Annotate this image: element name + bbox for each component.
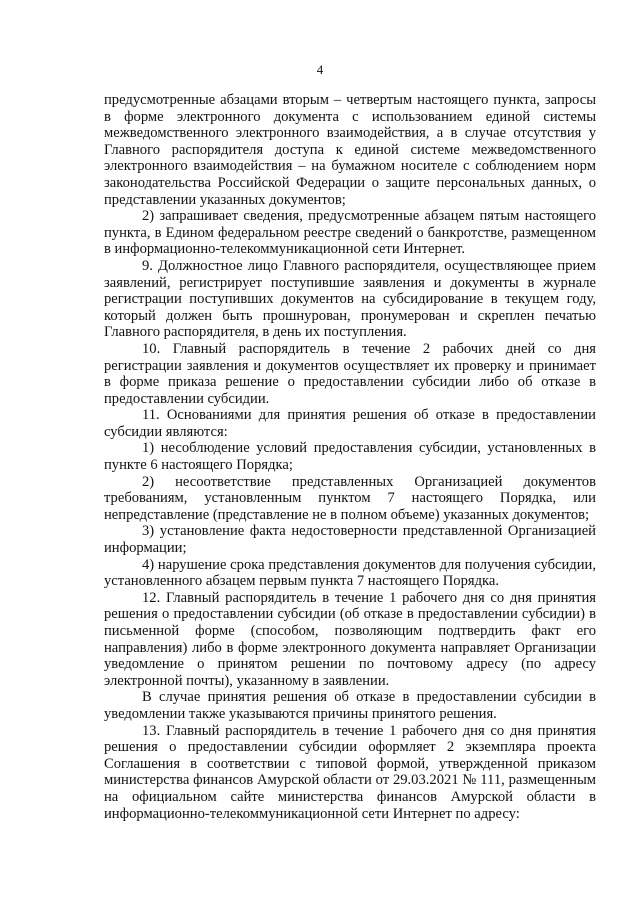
paragraph-clause-11: 11. Основаниями для принятия решения об отказе в предоставлении субсидии являются:	[104, 407, 596, 440]
paragraph-item-1: 1) несоблюдение условий предоставления субсидии, установленных в пункте 6 настоящего Порядка;	[104, 440, 596, 474]
paragraph-clause-13: 13. Главный распорядитель в течение 1 рабочего дня со дня принятия решения о предоставлении субсидии оформляет 2 экземпляра проекта Соглашения в соответствии с типовой формой, утвержденной приказом министерства финансов Амурской области от 29.03.2021 № 111, размещенным на официальном сайте министерства финансов Амурской области в информационно-телекоммуникационной сети Интернет по адресу:	[104, 722, 596, 822]
paragraph-item-4: 4) нарушение срока представления документов для получения субсидии, установленного абзацем первым пункта 7 настоящего Порядка.	[104, 556, 596, 590]
paragraph-refusal-reasons: В случае принятия решения об отказе в предоставлении субсидии в уведомлении также указываются причины принятого решения.	[104, 689, 596, 722]
page-number: 4	[316, 62, 324, 77]
paragraph-continuation: предусмотренные абзацами вторым – четвертым настоящего пункта, запросы в форме электронного документа с использованием единой системы межведомственного электронного взаимодействия, а в случае отсутствия у Главного распорядителя доступа к единой системе межведомственного электронного взаимодействия – на бумажном носителе с соблюдением норм законодательства Российской Федерации о защите персональных данных, о представлении указанных документов;	[104, 92, 596, 208]
paragraph-clause-10: 10. Главный распорядитель в течение 2 рабочих дней со дня регистрации заявления и документов осуществляет их проверку и принимает в форме приказа решение о предоставлении субсидии либо об отказе в предоставлении субсидии.	[104, 340, 596, 407]
paragraph-item-3: 3) установление факта недостоверности представленной Организацией информации;	[104, 523, 596, 557]
paragraph-item-2-mismatch: 2) несоответствие представленных Организацией документов требованиям, установленным пунктом 7 настоящего Порядка, или непредставление (представление не в полном объеме) указанных документов;	[104, 473, 596, 523]
document-body	[104, 92, 596, 822]
paragraph-clause-12: 12. Главный распорядитель в течение 1 рабочего дня со дня принятия решения о предоставлении субсидии (об отказе в предоставлении субсидии) в письменной форме (способом, позволяющим подтвердить факт его направления) либо в форме электронного документа направляет Организации уведомление о принятом решении по почтовому адресу (по адресу электронной почты), указанному в заявлении.	[104, 589, 596, 689]
paragraph-item-2: 2) запрашивает сведения, предусмотренные абзацем пятым настоящего пункта, в Едином федеральном реестре сведений о банкротстве, размещенном в информационно-телекоммуникационной сети Интернет.	[104, 208, 596, 258]
paragraph-clause-9: 9. Должностное лицо Главного распорядителя, осуществляющее прием заявлений, регистрирует поступившие заявления и документы в журнале регистрации поступивших документов на субсидирование в текущем году, который должен быть прошнурован, пронумерован и скреплен печатью Главного распорядителя, в день их поступления.	[104, 257, 596, 341]
